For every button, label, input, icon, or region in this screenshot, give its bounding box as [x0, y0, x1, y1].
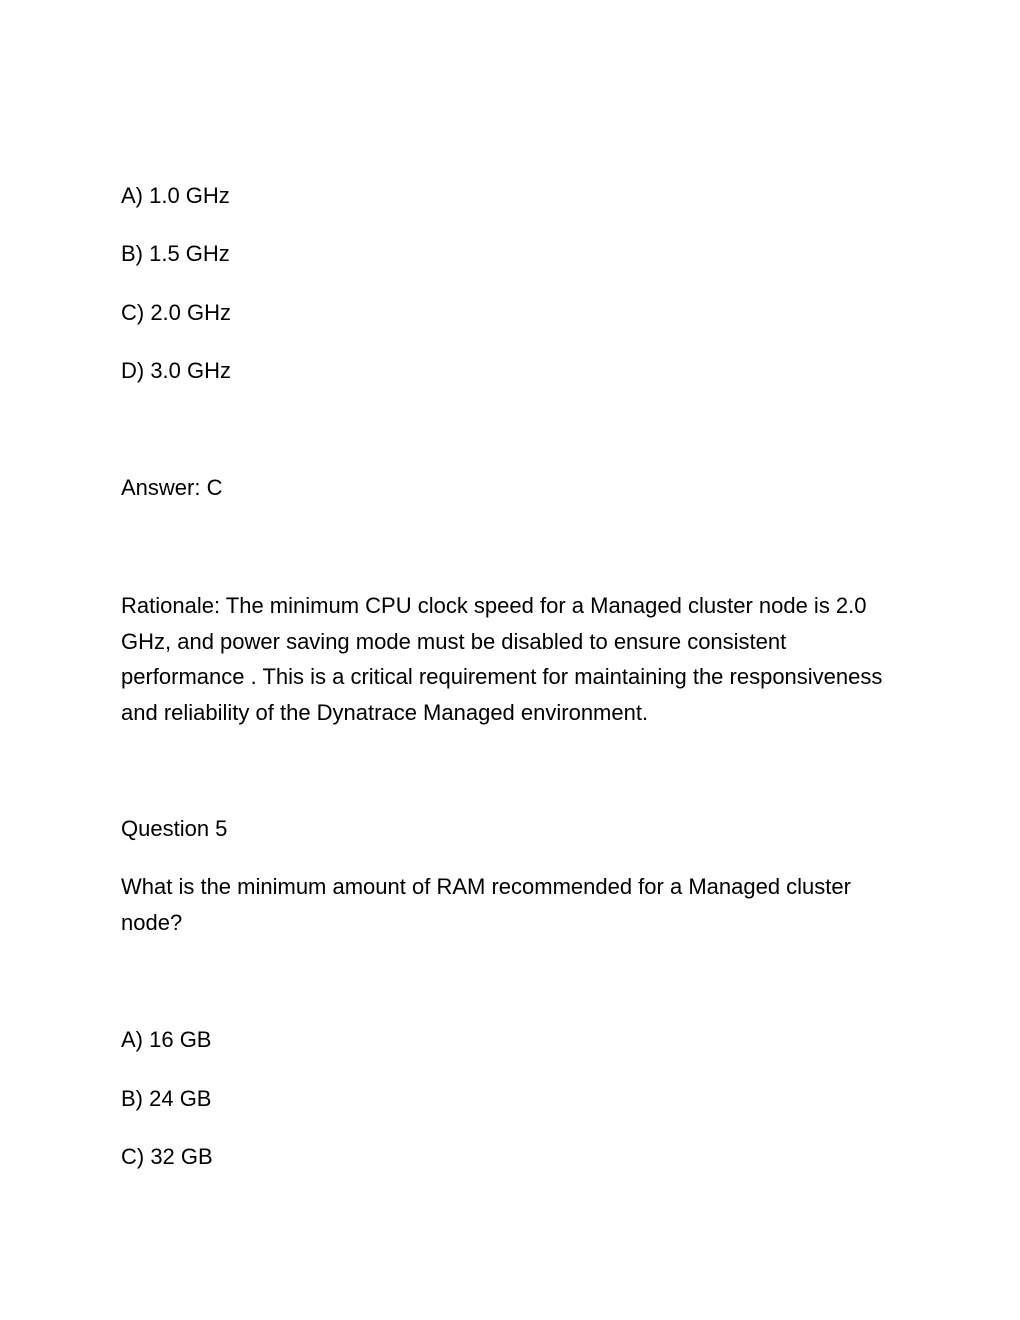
option-c-ram: C) 32 GB	[121, 1144, 213, 1169]
option-b-ram: B) 24 GB	[121, 1086, 212, 1111]
option-d-cpu: D) 3.0 GHz	[121, 358, 232, 383]
answer-line: Answer: C	[121, 475, 223, 500]
option-b-cpu: B) 1.5 GHz	[121, 241, 230, 266]
option-c-cpu: C) 2.0 GHz	[121, 300, 232, 325]
rationale-paragraph: Rationale: The minimum CPU clock speed for a Managed cluster node is 2.0 GHz, and power saving mode must be disabled to ensure consistent performance . This is a critical requirement for maintaining the responsiveness and reliability of the Dynatrace Managed environment.	[121, 593, 883, 725]
question-5-heading: Question 5	[121, 816, 228, 841]
question-5-text: What is the minimum amount of RAM recommended for a Managed cluster node?	[121, 874, 851, 935]
option-a-ram: A) 16 GB	[121, 1027, 212, 1052]
option-a-cpu: A) 1.0 GHz	[121, 183, 230, 208]
